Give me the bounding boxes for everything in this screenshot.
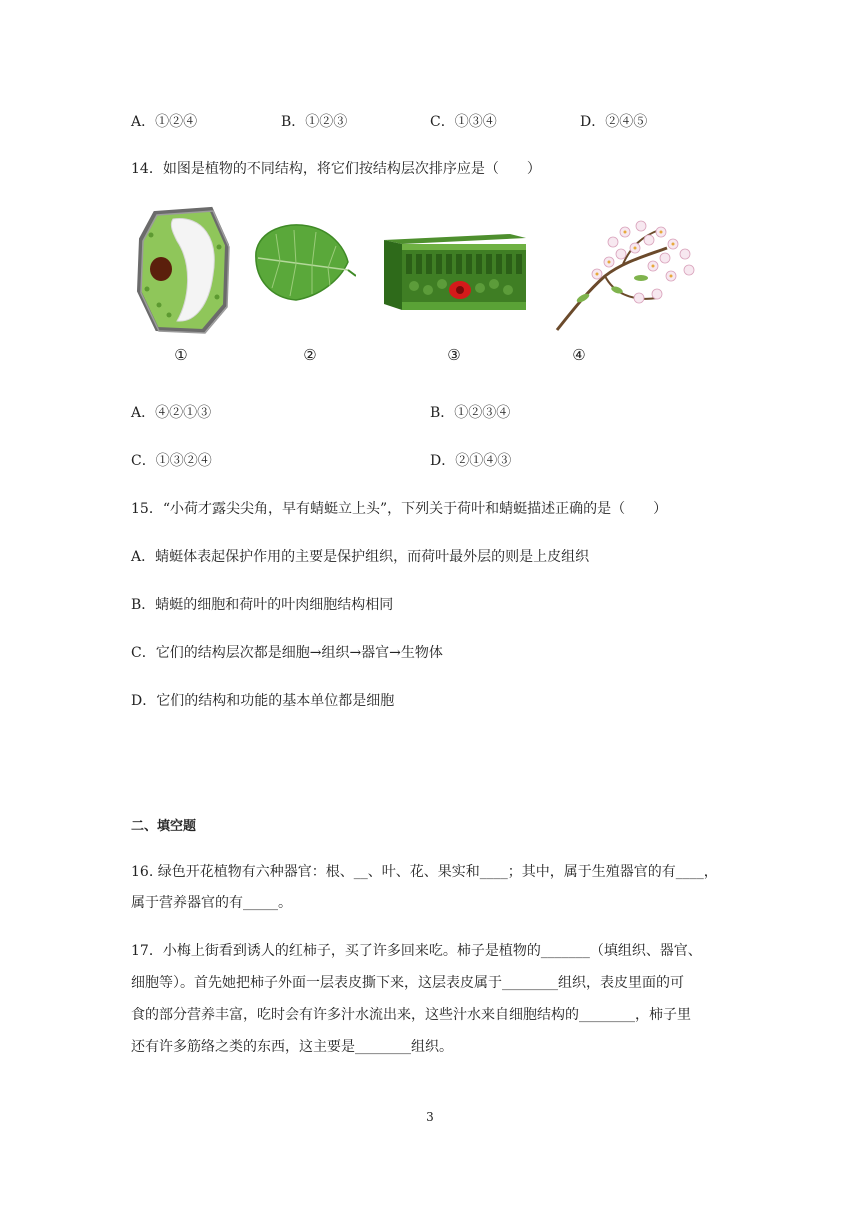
- q17-line-2: 细胞等）。首先她把柿子外面一层表皮撕下来，这层表皮属于________组织，表皮里面的可: [131, 975, 684, 991]
- q15-stem: 15．“小荷才露尖尖角，早有蜻蜓立上头”，下列关于荷叶和蜻蜓描述正确的是（ ）: [131, 501, 668, 517]
- q17-line-3: 食的部分营养丰富，吃时会有许多汁水流出来，这些汁水来自细胞结构的________，柿子里: [131, 1007, 691, 1023]
- q13-option-c: C．①③④: [430, 114, 497, 130]
- q14-option-a: A．④②①③: [131, 405, 212, 421]
- leaf-icon: [250, 218, 356, 304]
- q13-option-d: D．②④⑤: [580, 114, 648, 130]
- section-heading: 二、填空题: [131, 819, 197, 834]
- q15-option-b: B．蜻蜓的细胞和荷叶的叶肉细胞结构相同: [131, 597, 394, 613]
- q15-option-c: C．它们的结构层次都是细胞→组织→器官→生物体: [131, 645, 443, 661]
- q14-option-b: B．①②③④: [430, 405, 511, 421]
- q14-stem: 14．如图是植物的不同结构，将它们按结构层次排序应是（ ）: [131, 161, 541, 177]
- figure-2-number: ②: [303, 346, 317, 364]
- q15-option-d: D．它们的结构和功能的基本单位都是细胞: [131, 693, 395, 709]
- q17-line-4: 还有许多筋络之类的东西，这主要是________组织。: [131, 1039, 453, 1055]
- flowering-branch-icon: [553, 214, 697, 332]
- q13-option-a: A．①②④: [131, 114, 198, 130]
- q17-line-1: 17．小梅上街看到诱人的红柿子，买了许多回来吃。柿子是植物的_______（填组织、器官、: [131, 943, 702, 959]
- q14-option-c: C．①③②④: [131, 453, 212, 469]
- figure-4-number: ④: [572, 346, 586, 364]
- figure-3-number: ③: [447, 346, 461, 364]
- leaf-tissue-block-icon: [380, 230, 528, 312]
- q14-option-d: D．②①④③: [430, 453, 512, 469]
- plant-cell-icon: [133, 205, 233, 335]
- q15-option-a: A．蜻蜓体表起保护作用的主要是保护组织，而荷叶最外层的则是上皮组织: [131, 549, 590, 565]
- q13-option-b: B．①②③: [281, 114, 348, 130]
- page-number: 3: [426, 1110, 434, 1124]
- q16-line-1: 16. 绿色开花植物有六种器官：根、__、叶、花、果实和____；其中，属于生殖器官的有____，: [131, 864, 718, 880]
- figure-1-number: ①: [174, 346, 188, 364]
- q16-line-2: 属于营养器官的有_____。: [131, 895, 292, 911]
